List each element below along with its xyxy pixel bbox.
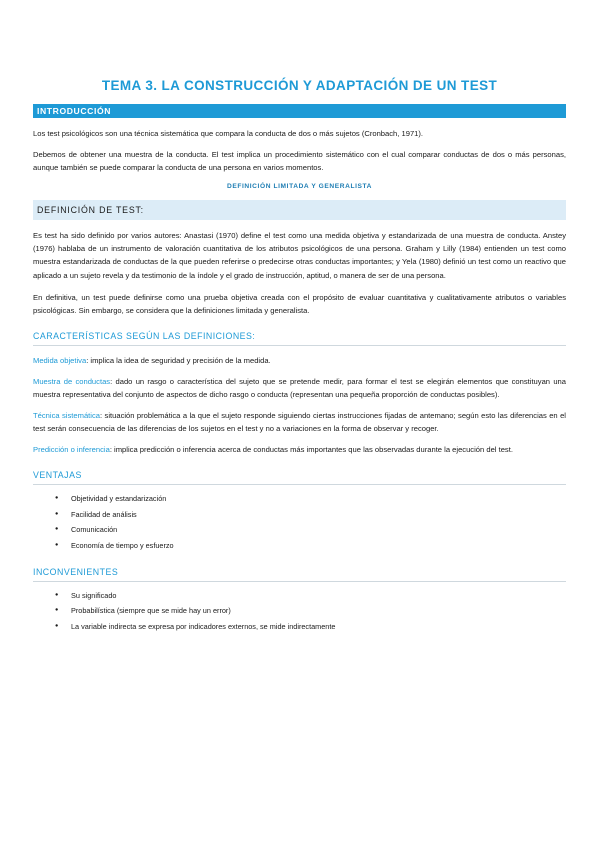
definicion-paragraph-2: En definitiva, un test puede definirse como una prueba objetiva creada con el propósito de evaluar cuantitativa y cualitativamente atributos o variables psicológicas. Sin embargo, se considera que la definiciones limitada y generalista. [33,292,566,315]
section-band-introduccion: INTRODUCCIÓN [33,104,566,118]
ventajas-list [33,491,566,553]
intro-paragraph-2: Debemos de obtener una muestra de la conducta. El test implica un procedimiento sistemático con el cual comparar conductas de dos o más personas, aunque también se puede comparar la conducta de una persona en varios momentos. [33,150,566,173]
caracteristica-text: : dado un rasgo o característica del sujeto que se pretende medir, para formar el test se elegirán elementos que constituyan una muestra representativa del conjunto de aspectos de dicho rasgo o conducta (representan una pequeña proporción de conductas posibles). [33,376,566,400]
caracteristica-item [33,409,566,435]
intro-subheading: DEFINICIÓN LIMITADA Y GENERALISTA [226,183,373,191]
list-item: ● Comunicación [71,522,566,537]
section-heading-caracteristicas: CARACTERÍSTICAS SEGÚN LAS DEFINICIONES: [33,331,566,346]
list-item: ● Probabilística (siempre que se mide hay un error) [71,603,566,618]
caracteristica-term: Medida objetiva [33,355,87,365]
caracteristica-text: : implica predicción o inferencia acerca de conductas más importantes que las observadas durante la ejecución del test. [109,445,513,455]
page-title: TEMA 3. LA CONSTRUCCIÓN Y ADAPTACIÓN DE UN TEST [101,78,498,93]
caracteristica-term: Técnica sistemática [33,411,100,421]
list-item: ● Su significado [71,588,566,603]
caracteristica-item [33,375,566,401]
definicion-paragraph-1: Es test ha sido definido por varios autores: Anastasi (1970) define el test como una medida objetiva y estandarizada de una muestra de conducta. Anstey (1976) hablaba de un instrumento de valoración cuantitativa de los atributos psicológicos de una persona. Graham y Lilly (1984) entienden un test como muestra estandarizada de conductas de la que pueden referirse o predecirse otras conductas importantes; y Yela (1980) definió un test como un reactivo que aplicado a un sujeto revela y da testimonio de la índole y el grado de instrucción, aptitud, o manera de ser de una persona. [33,231,566,280]
section-heading-inconvenientes: INCONVENIENTES [33,567,566,582]
section-band-definicion: DEFINICIÓN DE TEST: [33,200,566,220]
section-heading-ventajas: VENTAJAS [33,470,566,485]
caracteristica-term: Predicción o inferencia [33,445,110,455]
caracteristica-item [33,443,566,456]
list-item: ● Economía de tiempo y esfuerzo [71,538,566,553]
list-item: ● Facilidad de análisis [71,507,566,522]
list-item: ● Objetividad y estandarización [71,491,566,506]
inconvenientes-list [33,588,566,634]
list-item: ● La variable indirecta se expresa por indicadores externos, se mide indirectamente [71,619,566,634]
caracteristica-text: : situación problemática a la que el sujeto responde siguiendo ciertas instrucciones fijadas de antemano; según esto las diferencias en el test serán consecuencia de las diferencias de los sujetos en el test y no a variaciones en la forma de observar y recoger. [33,411,566,434]
caracteristica-text: : implica la idea de seguridad y precisión de la medida. [86,355,271,365]
caracteristica-term: Muestra de conductas [33,376,111,386]
intro-paragraph-1: Los test psicológicos son una técnica sistemática que compara la conducta de dos o más sujetos (Cronbach, 1971). [33,129,424,138]
caracteristica-item [33,354,566,367]
